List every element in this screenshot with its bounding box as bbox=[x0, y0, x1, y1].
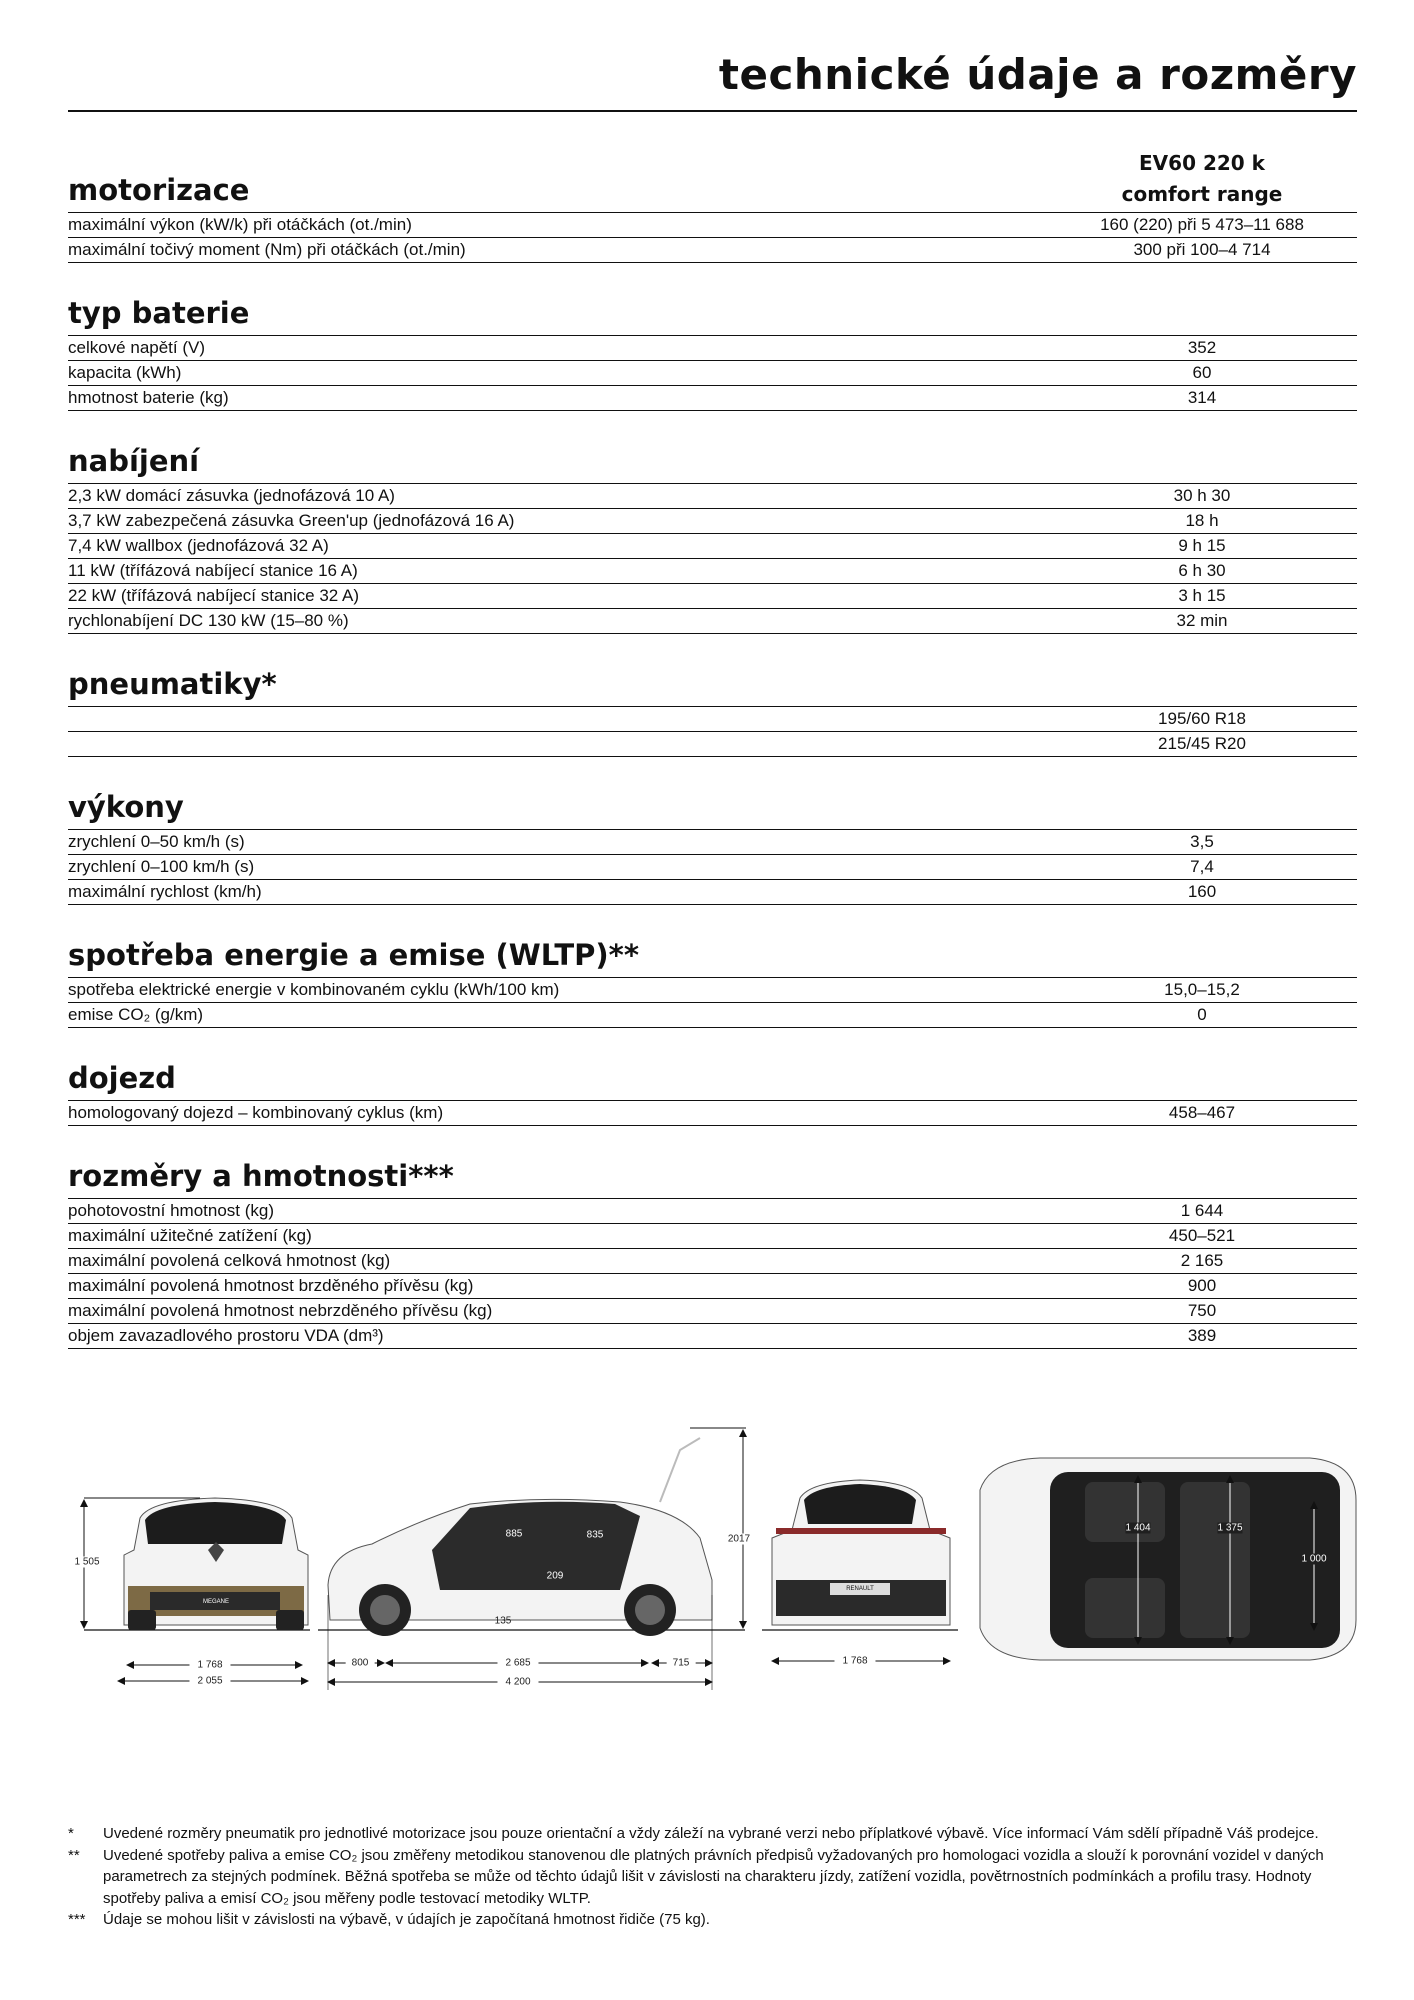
spec-label: maximální točivý moment (Nm) při otáčkách (ot./min) bbox=[68, 240, 466, 259]
car-drawings-svg bbox=[0, 1420, 1414, 1700]
spec-row bbox=[68, 386, 1357, 411]
dimension-drawings bbox=[0, 1420, 1414, 1700]
spec-value: 30 h 30 bbox=[1173, 486, 1231, 505]
spec-value: 3,5 bbox=[1190, 832, 1214, 851]
page-title: technické údaje a rozměry bbox=[718, 50, 1357, 99]
top-view-car bbox=[980, 1458, 1356, 1660]
side-view-car bbox=[318, 1428, 746, 1690]
spec-section bbox=[68, 905, 1357, 1028]
spec-row bbox=[68, 1324, 1357, 1349]
spec-label: objem zavazadlového prostoru VDA (dm³) bbox=[68, 1326, 384, 1345]
spec-section bbox=[68, 634, 1357, 757]
spec-row bbox=[68, 1224, 1357, 1249]
spec-row bbox=[68, 1249, 1357, 1274]
dim-rear-overhang: 715 bbox=[667, 1658, 696, 1669]
spec-value: 300 při 100–4 714 bbox=[1133, 240, 1271, 259]
dim-knee-room: 209 bbox=[546, 1570, 564, 1582]
spec-value: 314 bbox=[1187, 388, 1217, 407]
section-heading: motorizace bbox=[68, 140, 1357, 213]
footnote bbox=[68, 1823, 1357, 1845]
dim-length: 4 200 bbox=[497, 1677, 538, 1688]
spec-label: 3,7 kW zabezpečená zásuvka Green'up (jednofázová 16 A) bbox=[68, 511, 515, 530]
spec-row bbox=[68, 880, 1357, 905]
dim-headroom-front: 885 bbox=[505, 1528, 523, 1540]
front-badge: MEGANE bbox=[202, 1599, 230, 1605]
dim-headroom-rear: 835 bbox=[586, 1529, 604, 1541]
spec-value: 450–521 bbox=[1168, 1226, 1236, 1245]
spec-row bbox=[68, 361, 1357, 386]
spec-section bbox=[68, 140, 1357, 263]
spec-label: maximální povolená hmotnost brzděného přívěsu (kg) bbox=[68, 1276, 474, 1295]
spec-row bbox=[68, 609, 1357, 634]
spec-label: emise CO₂ (g/km) bbox=[68, 1005, 204, 1024]
spec-label: 7,4 kW wallbox (jednofázová 32 A) bbox=[68, 536, 329, 555]
spec-value: 160 bbox=[1187, 882, 1217, 901]
dim-boot-width: 1 000 bbox=[1301, 1553, 1327, 1565]
spec-row bbox=[68, 534, 1357, 559]
dim-rear-track: 1 768 bbox=[834, 1656, 875, 1667]
spec-table bbox=[68, 140, 1357, 1349]
footnote-text: Údaje se mohou lišit v závislosti na výbavě, v údajích je započítaná hmotnost řidiče (75 kg). bbox=[103, 1911, 710, 1928]
spec-section bbox=[68, 411, 1357, 634]
spec-value: 458–467 bbox=[1168, 1103, 1236, 1122]
spec-label: hmotnost baterie (kg) bbox=[68, 388, 229, 407]
section-heading: dojezd bbox=[68, 1028, 1357, 1101]
section-heading: výkony bbox=[68, 757, 1357, 830]
spec-label: spotřeba elektrické energie v kombinovaném cyklu (kWh/100 km) bbox=[68, 980, 560, 999]
footnote bbox=[68, 1909, 1357, 1931]
version-range: comfort range bbox=[1121, 182, 1283, 206]
spec-row bbox=[68, 509, 1357, 534]
spec-label: zrychlení 0–100 km/h (s) bbox=[68, 857, 255, 876]
spec-label: maximální povolená hmotnost nebrzděného přívěsu (kg) bbox=[68, 1301, 493, 1320]
spec-section bbox=[68, 757, 1357, 905]
dim-front-track: 1 768 bbox=[189, 1660, 230, 1671]
spec-row bbox=[68, 1274, 1357, 1299]
spec-row bbox=[68, 1199, 1357, 1224]
spec-row bbox=[68, 213, 1357, 238]
spec-value: 750 bbox=[1187, 1301, 1217, 1320]
spec-label: celkové napětí (V) bbox=[68, 338, 206, 357]
spec-value: 9 h 15 bbox=[1178, 536, 1226, 555]
dim-elbow-rear: 1 375 bbox=[1217, 1522, 1243, 1534]
spec-row bbox=[68, 978, 1357, 1003]
spec-row bbox=[68, 238, 1357, 263]
spec-label: zrychlení 0–50 km/h (s) bbox=[68, 832, 245, 851]
spec-section bbox=[68, 1028, 1357, 1126]
version-name: EV60 220 k bbox=[1139, 151, 1265, 175]
spec-label: 22 kW (třífázová nabíjecí stanice 32 A) bbox=[68, 586, 360, 605]
spec-label: 11 kW (třífázová nabíjecí stanice 16 A) bbox=[68, 561, 358, 580]
spec-label: kapacita (kWh) bbox=[68, 363, 182, 382]
spec-row bbox=[68, 584, 1357, 609]
spec-value: 1 644 bbox=[1180, 1201, 1224, 1220]
spec-label: rychlonabíjení DC 130 kW (15–80 %) bbox=[68, 611, 349, 630]
spec-row bbox=[68, 732, 1357, 757]
spec-label: 2,3 kW domácí zásuvka (jednofázová 10 A) bbox=[68, 486, 395, 505]
spec-label: maximální rychlost (km/h) bbox=[68, 882, 262, 901]
spec-value: 0 bbox=[1197, 1005, 1207, 1024]
spec-value: 6 h 30 bbox=[1178, 561, 1226, 580]
spec-value: 2 165 bbox=[1180, 1251, 1224, 1270]
dim-ground-clearance: 135 bbox=[494, 1615, 512, 1627]
spec-row bbox=[68, 559, 1357, 584]
spec-value: 195/60 R18 bbox=[1158, 709, 1246, 728]
dim-wheelbase: 2 685 bbox=[497, 1658, 538, 1669]
footnote-mark: ** bbox=[68, 1846, 80, 1864]
dim-elbow-front: 1 404 bbox=[1125, 1522, 1151, 1534]
spec-value: 389 bbox=[1187, 1326, 1217, 1345]
spec-row bbox=[68, 336, 1357, 361]
spec-section bbox=[68, 1126, 1357, 1349]
dim-front-overhang: 800 bbox=[346, 1658, 375, 1669]
spec-label: maximální povolená celková hmotnost (kg) bbox=[68, 1251, 391, 1270]
spec-row bbox=[68, 707, 1357, 732]
spec-row bbox=[68, 1101, 1357, 1126]
spec-value: 32 min bbox=[1176, 611, 1228, 630]
spec-row bbox=[68, 1299, 1357, 1324]
spec-label: homologovaný dojezd – kombinovaný cyklus (km) bbox=[68, 1103, 444, 1122]
spec-label: pohotovostní hmotnost (kg) bbox=[68, 1201, 275, 1220]
dim-height-tailgate: 2017 bbox=[727, 1533, 751, 1545]
section-heading: pneumatiky* bbox=[68, 634, 1357, 707]
spec-value: 7,4 bbox=[1190, 857, 1214, 876]
spec-value: 352 bbox=[1187, 338, 1217, 357]
dim-front-width: 2 055 bbox=[189, 1676, 230, 1687]
spec-row bbox=[68, 1003, 1357, 1028]
title-divider bbox=[68, 110, 1357, 112]
front-view-car bbox=[84, 1498, 310, 1681]
spec-value: 15,0–15,2 bbox=[1164, 980, 1240, 999]
spec-row bbox=[68, 830, 1357, 855]
rear-badge: RENAULT bbox=[846, 1586, 874, 1592]
rear-view-car bbox=[762, 1480, 958, 1661]
section-heading: spotřeba energie a emise (WLTP)** bbox=[68, 905, 1357, 978]
spec-row bbox=[68, 484, 1357, 509]
section-heading: typ baterie bbox=[68, 263, 1357, 336]
dim-front-height: 1 505 bbox=[74, 1556, 100, 1568]
spec-value: 60 bbox=[1192, 363, 1212, 382]
spec-section bbox=[68, 263, 1357, 411]
spec-value: 900 bbox=[1187, 1276, 1217, 1295]
footnote bbox=[68, 1845, 1357, 1910]
footnote-text: Uvedené rozměry pneumatik pro jednotlivé motorizace jsou pouze orientační a vždy záleží na vybrané verzi nebo příplatkové výbavě. Více informací Vám sdělí případně Váš prodejce. bbox=[103, 1825, 1319, 1842]
spec-row bbox=[68, 855, 1357, 880]
spec-value: 215/45 R20 bbox=[1158, 734, 1246, 753]
section-heading: rozměry a hmotnosti*** bbox=[68, 1126, 1357, 1199]
footnote-mark: * bbox=[68, 1825, 74, 1842]
spec-value: 3 h 15 bbox=[1178, 586, 1226, 605]
footnote-text: Uvedené spotřeby paliva a emise CO₂ jsou změřeny metodikou stanovenou dle platných právních předpisů vyžadovaných pro homologaci vozidla a slouží k porovnání vozidel v daných parametrech za stejných podmínek. Běžná spotřeba se může od těchto údajů lišit v závislosti na charakteru jízdy, zatížení vozidla, povětrnostních podmínkách a profilu trasy. Hodnoty spotřeby paliva a emisí CO₂ jsou měřeny podle testovací metodiky WLTP. bbox=[103, 1846, 1324, 1907]
footnotes bbox=[68, 1823, 1357, 1931]
footnote-mark: *** bbox=[68, 1911, 86, 1928]
spec-label: maximální užitečné zatížení (kg) bbox=[68, 1226, 312, 1245]
spec-label: maximální výkon (kW/k) při otáčkách (ot./min) bbox=[68, 215, 412, 234]
spec-value: 160 (220) při 5 473–11 688 bbox=[1100, 215, 1304, 234]
spec-value: 18 h bbox=[1185, 511, 1219, 530]
section-heading: nabíjení bbox=[68, 411, 1357, 484]
